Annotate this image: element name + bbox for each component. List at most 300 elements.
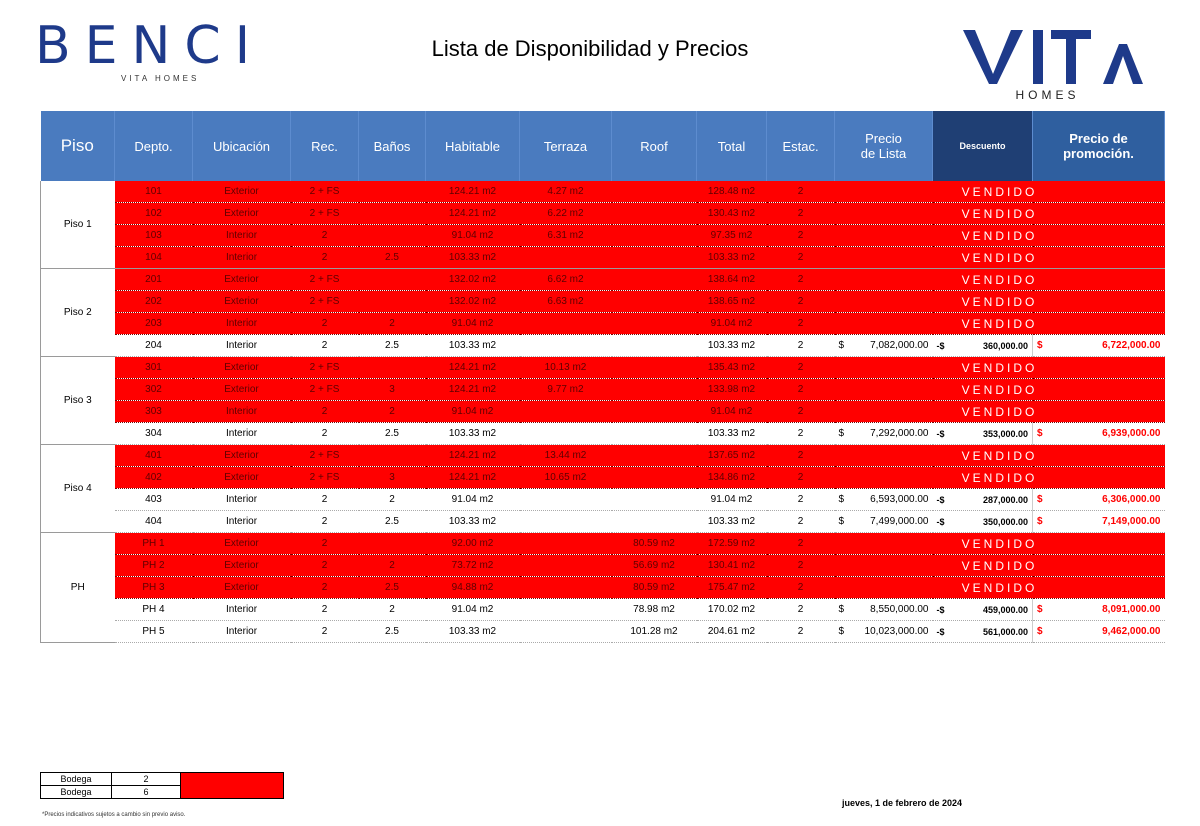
cell-terraza <box>520 533 612 555</box>
bodega-label: Bodega <box>41 786 112 799</box>
cell-estac: 2 <box>767 577 835 599</box>
cell-habitable: 73.72 m2 <box>426 555 520 577</box>
precio-lista-wrap <box>835 428 933 439</box>
cell-roof <box>612 225 697 247</box>
cell-habitable: 124.21 m2 <box>426 203 520 225</box>
cell-banos <box>359 225 426 247</box>
cell-habitable: 91.04 m2 <box>426 313 520 335</box>
table-row <box>41 335 1165 357</box>
cell-depto: 103 <box>115 225 193 247</box>
sold-status: VENDIDO <box>835 225 1165 247</box>
cell-terraza <box>520 577 612 599</box>
cell-roof: 80.59 m2 <box>612 577 697 599</box>
cell-ubicacion: Exterior <box>193 445 291 467</box>
precio-lista-wrap <box>835 494 933 505</box>
vita-logo-mark <box>955 22 1145 88</box>
cell-total: 91.04 m2 <box>697 313 767 335</box>
header-rec: Rec. <box>291 111 359 181</box>
bodega-label: Bodega <box>41 773 112 786</box>
cell-estac: 2 <box>767 489 835 511</box>
header-banos: Baños <box>359 111 426 181</box>
cell-descuento <box>933 423 1033 445</box>
cell-depto: 404 <box>115 511 193 533</box>
sold-status: VENDIDO <box>835 577 1165 599</box>
cell-total: 135.43 m2 <box>697 357 767 379</box>
cell-banos: 2 <box>359 313 426 335</box>
cell-total: 97.35 m2 <box>697 225 767 247</box>
discount-prefix: -$ <box>936 626 945 637</box>
cell-rec: 2 <box>291 247 359 269</box>
cell-depto: 201 <box>115 269 193 291</box>
benci-logo-wordmark: BENCI <box>35 16 265 76</box>
vita-logo-subtitle: HOMES <box>1015 88 1080 102</box>
cell-habitable: 94.88 m2 <box>426 577 520 599</box>
table-row <box>41 511 1165 533</box>
cell-banos <box>359 181 426 203</box>
promocion-value: 9,462,000.00 <box>1102 626 1161 637</box>
cell-total: 137.65 m2 <box>697 445 767 467</box>
cell-ubicacion: Exterior <box>193 291 291 313</box>
cell-banos <box>359 533 426 555</box>
precio-lista-value: 6,593,000.00 <box>870 494 929 505</box>
cell-roof: 78.98 m2 <box>612 599 697 621</box>
promocion-wrap <box>1033 516 1165 527</box>
currency-symbol: $ <box>1037 604 1043 615</box>
cell-estac: 2 <box>767 467 835 489</box>
cell-precio-lista <box>835 511 933 533</box>
cell-depto: 204 <box>115 335 193 357</box>
cell-roof <box>612 423 697 445</box>
cell-depto: 302 <box>115 379 193 401</box>
table-row <box>41 599 1165 621</box>
cell-total: 103.33 m2 <box>697 423 767 445</box>
cell-depto: 303 <box>115 401 193 423</box>
document-date: jueves, 1 de febrero de 2024 <box>842 798 963 808</box>
cell-ubicacion: Interior <box>193 621 291 643</box>
cell-estac: 2 <box>767 555 835 577</box>
cell-precio-lista <box>835 335 933 357</box>
cell-estac: 2 <box>767 379 835 401</box>
cell-habitable: 132.02 m2 <box>426 291 520 313</box>
promocion-wrap <box>1033 626 1165 637</box>
cell-ubicacion: Interior <box>193 489 291 511</box>
cell-precio-promocion <box>1033 489 1165 511</box>
table-row <box>41 621 1165 643</box>
cell-habitable: 91.04 m2 <box>426 489 520 511</box>
promocion-wrap <box>1033 340 1165 351</box>
bodega-value: 6 <box>112 786 181 799</box>
sold-status: VENDIDO <box>835 467 1165 489</box>
cell-banos <box>359 203 426 225</box>
cell-depto: PH 4 <box>115 599 193 621</box>
cell-terraza <box>520 313 612 335</box>
cell-terraza: 6.31 m2 <box>520 225 612 247</box>
header-piso: Piso <box>41 111 115 181</box>
cell-total: 91.04 m2 <box>697 401 767 423</box>
cell-roof <box>612 313 697 335</box>
vita-logo <box>955 22 1145 107</box>
footnote: *Precios indicativos sujetos a cambio sin previo aviso. <box>42 812 186 818</box>
cell-total: 103.33 m2 <box>697 335 767 357</box>
promocion-value: 7,149,000.00 <box>1102 516 1161 527</box>
table-row <box>41 467 1165 489</box>
header-habitable: Habitable <box>426 111 520 181</box>
discount-prefix: -$ <box>936 340 945 351</box>
header-precio-lista <box>835 111 933 181</box>
currency-symbol: $ <box>1037 516 1043 527</box>
table-row <box>41 313 1165 335</box>
cell-estac: 2 <box>767 423 835 445</box>
cell-total: 134.86 m2 <box>697 467 767 489</box>
cell-rec: 2 <box>291 225 359 247</box>
promocion-wrap <box>1033 428 1165 439</box>
cell-habitable: 103.33 m2 <box>426 511 520 533</box>
cell-depto: PH 1 <box>115 533 193 555</box>
cell-estac: 2 <box>767 203 835 225</box>
cell-descuento <box>933 335 1033 357</box>
header-precio-lista-line1: Precio <box>865 131 902 146</box>
descuento-wrap <box>933 627 1033 637</box>
table-body <box>41 181 1165 643</box>
cell-banos: 2 <box>359 489 426 511</box>
cell-terraza: 10.65 m2 <box>520 467 612 489</box>
cell-descuento <box>933 621 1033 643</box>
header-depto: Depto. <box>115 111 193 181</box>
cell-rec: 2 <box>291 423 359 445</box>
table-row <box>41 445 1165 467</box>
piso-label: Piso 1 <box>41 181 115 269</box>
cell-roof <box>612 379 697 401</box>
cell-estac: 2 <box>767 313 835 335</box>
table-row <box>41 423 1165 445</box>
cell-terraza: 6.63 m2 <box>520 291 612 313</box>
cell-terraza: 9.77 m2 <box>520 379 612 401</box>
descuento-wrap <box>933 517 1033 527</box>
table-row <box>41 489 1165 511</box>
cell-depto: 202 <box>115 291 193 313</box>
table-row <box>41 379 1165 401</box>
cell-habitable: 103.33 m2 <box>426 423 520 445</box>
cell-roof <box>612 203 697 225</box>
sold-status: VENDIDO <box>835 357 1165 379</box>
cell-ubicacion: Interior <box>193 225 291 247</box>
cell-banos: 2.5 <box>359 577 426 599</box>
cell-total: 130.43 m2 <box>697 203 767 225</box>
cell-depto: 401 <box>115 445 193 467</box>
cell-depto: 402 <box>115 467 193 489</box>
cell-banos <box>359 269 426 291</box>
cell-banos: 2 <box>359 599 426 621</box>
benci-logo-subtitle: VITA HOMES <box>121 74 200 83</box>
benci-logo <box>35 16 265 83</box>
cell-ubicacion: Interior <box>193 313 291 335</box>
sold-status: VENDIDO <box>835 533 1165 555</box>
cell-habitable: 92.00 m2 <box>426 533 520 555</box>
sold-status: VENDIDO <box>835 401 1165 423</box>
page-header <box>0 0 1200 110</box>
currency-symbol: $ <box>1037 626 1043 637</box>
bodega-sold-cell <box>181 773 284 799</box>
precio-lista-value: 8,550,000.00 <box>870 604 929 615</box>
cell-roof <box>612 467 697 489</box>
cell-terraza: 10.13 m2 <box>520 357 612 379</box>
cell-total: 133.98 m2 <box>697 379 767 401</box>
cell-habitable: 124.21 m2 <box>426 357 520 379</box>
cell-descuento <box>933 599 1033 621</box>
cell-banos: 2.5 <box>359 247 426 269</box>
header-estac: Estac. <box>767 111 835 181</box>
piso-label: Piso 2 <box>41 269 115 357</box>
cell-rec: 2 + FS <box>291 203 359 225</box>
cell-habitable: 103.33 m2 <box>426 247 520 269</box>
table-row <box>41 269 1165 291</box>
sold-status: VENDIDO <box>835 269 1165 291</box>
cell-precio-promocion <box>1033 599 1165 621</box>
cell-rec: 2 <box>291 401 359 423</box>
cell-banos: 2.5 <box>359 621 426 643</box>
cell-roof: 56.69 m2 <box>612 555 697 577</box>
cell-roof <box>612 511 697 533</box>
cell-total: 91.04 m2 <box>697 489 767 511</box>
cell-estac: 2 <box>767 269 835 291</box>
availability-table <box>40 111 1165 643</box>
cell-total: 130.41 m2 <box>697 555 767 577</box>
cell-precio-lista <box>835 621 933 643</box>
discount-prefix: -$ <box>936 428 945 439</box>
cell-roof: 101.28 m2 <box>612 621 697 643</box>
descuento-value: 360,000.00 <box>982 340 1028 351</box>
promocion-wrap <box>1033 494 1165 505</box>
cell-total: 170.02 m2 <box>697 599 767 621</box>
cell-ubicacion: Exterior <box>193 577 291 599</box>
cell-roof: 80.59 m2 <box>612 533 697 555</box>
header-roof: Roof <box>612 111 697 181</box>
header-promocion-line2: promoción. <box>1063 146 1134 161</box>
table-row <box>41 533 1165 555</box>
cell-rec: 2 + FS <box>291 181 359 203</box>
cell-habitable: 124.21 m2 <box>426 467 520 489</box>
cell-depto: 104 <box>115 247 193 269</box>
precio-lista-value: 7,499,000.00 <box>870 516 929 527</box>
cell-ubicacion: Interior <box>193 511 291 533</box>
piso-label: PH <box>41 533 115 643</box>
cell-banos: 2 <box>359 401 426 423</box>
cell-precio-lista <box>835 599 933 621</box>
header-total: Total <box>697 111 767 181</box>
sold-status: VENDIDO <box>835 247 1165 269</box>
cell-depto: PH 2 <box>115 555 193 577</box>
cell-ubicacion: Interior <box>193 599 291 621</box>
cell-total: 175.47 m2 <box>697 577 767 599</box>
cell-rec: 2 + FS <box>291 467 359 489</box>
cell-terraza: 6.22 m2 <box>520 203 612 225</box>
cell-estac: 2 <box>767 401 835 423</box>
cell-roof <box>612 269 697 291</box>
header-promocion-line1: Precio de <box>1069 131 1128 146</box>
cell-habitable: 124.21 m2 <box>426 181 520 203</box>
cell-habitable: 91.04 m2 <box>426 401 520 423</box>
cell-estac: 2 <box>767 533 835 555</box>
cell-banos <box>359 291 426 313</box>
cell-precio-lista <box>835 489 933 511</box>
currency-symbol: $ <box>1037 340 1043 351</box>
cell-terraza <box>520 423 612 445</box>
currency-symbol: $ <box>838 604 845 615</box>
cell-depto: 203 <box>115 313 193 335</box>
cell-terraza <box>520 511 612 533</box>
cell-banos <box>359 445 426 467</box>
cell-estac: 2 <box>767 291 835 313</box>
cell-estac: 2 <box>767 621 835 643</box>
header-terraza: Terraza <box>520 111 612 181</box>
header-ubicacion: Ubicación <box>193 111 291 181</box>
cell-depto: 102 <box>115 203 193 225</box>
cell-banos: 2.5 <box>359 423 426 445</box>
discount-prefix: -$ <box>936 494 945 505</box>
cell-terraza <box>520 335 612 357</box>
cell-estac: 2 <box>767 511 835 533</box>
cell-rec: 2 <box>291 621 359 643</box>
cell-rec: 2 + FS <box>291 269 359 291</box>
descuento-wrap <box>933 341 1033 351</box>
cell-estac: 2 <box>767 225 835 247</box>
header-promocion <box>1033 111 1165 181</box>
descuento-value: 459,000.00 <box>982 604 1028 615</box>
cell-depto: 101 <box>115 181 193 203</box>
cell-rec: 2 <box>291 555 359 577</box>
cell-precio-lista <box>835 423 933 445</box>
sold-status: VENDIDO <box>835 313 1165 335</box>
cell-terraza <box>520 599 612 621</box>
cell-ubicacion: Exterior <box>193 467 291 489</box>
cell-terraza <box>520 621 612 643</box>
piso-label: Piso 4 <box>41 445 115 533</box>
discount-prefix: -$ <box>936 516 945 527</box>
bodega-row <box>41 773 284 786</box>
table-row <box>41 577 1165 599</box>
cell-precio-promocion <box>1033 423 1165 445</box>
cell-estac: 2 <box>767 445 835 467</box>
cell-total: 138.64 m2 <box>697 269 767 291</box>
cell-rec: 2 <box>291 533 359 555</box>
cell-depto: PH 3 <box>115 577 193 599</box>
cell-ubicacion: Exterior <box>193 269 291 291</box>
currency-symbol: $ <box>1037 428 1043 439</box>
cell-roof <box>612 401 697 423</box>
cell-terraza <box>520 555 612 577</box>
cell-rec: 2 + FS <box>291 291 359 313</box>
sold-status: VENDIDO <box>835 555 1165 577</box>
cell-rec: 2 + FS <box>291 445 359 467</box>
currency-symbol: $ <box>838 626 845 637</box>
cell-rec: 2 <box>291 599 359 621</box>
discount-prefix: -$ <box>936 604 945 615</box>
cell-ubicacion: Interior <box>193 247 291 269</box>
cell-habitable: 124.21 m2 <box>426 445 520 467</box>
cell-banos: 3 <box>359 467 426 489</box>
cell-estac: 2 <box>767 357 835 379</box>
sold-status: VENDIDO <box>835 181 1165 203</box>
cell-habitable: 91.04 m2 <box>426 225 520 247</box>
page-title: Lista de Disponibilidad y Precios <box>431 36 749 61</box>
cell-total: 128.48 m2 <box>697 181 767 203</box>
currency-symbol: $ <box>1037 494 1043 505</box>
descuento-wrap <box>933 429 1033 439</box>
precio-lista-value: 10,023,000.00 <box>864 626 929 637</box>
cell-banos: 2.5 <box>359 335 426 357</box>
cell-estac: 2 <box>767 181 835 203</box>
cell-total: 204.61 m2 <box>697 621 767 643</box>
precio-lista-wrap <box>835 340 933 351</box>
cell-estac: 2 <box>767 247 835 269</box>
cell-ubicacion: Interior <box>193 423 291 445</box>
cell-total: 103.33 m2 <box>697 511 767 533</box>
cell-rec: 2 <box>291 489 359 511</box>
promocion-wrap <box>1033 604 1165 615</box>
descuento-value: 287,000.00 <box>982 494 1028 505</box>
cell-roof <box>612 181 697 203</box>
table-row <box>41 401 1165 423</box>
cell-depto: 304 <box>115 423 193 445</box>
table-row <box>41 357 1165 379</box>
cell-banos <box>359 357 426 379</box>
cell-descuento <box>933 489 1033 511</box>
cell-terraza: 6.62 m2 <box>520 269 612 291</box>
cell-roof <box>612 335 697 357</box>
cell-estac: 2 <box>767 599 835 621</box>
currency-symbol: $ <box>838 340 845 351</box>
cell-roof <box>612 291 697 313</box>
promocion-value: 8,091,000.00 <box>1102 604 1161 615</box>
bodega-value: 2 <box>112 773 181 786</box>
currency-symbol: $ <box>838 494 845 505</box>
cell-habitable: 124.21 m2 <box>426 379 520 401</box>
cell-terraza <box>520 401 612 423</box>
cell-estac: 2 <box>767 335 835 357</box>
cell-ubicacion: Exterior <box>193 357 291 379</box>
cell-habitable: 103.33 m2 <box>426 621 520 643</box>
cell-habitable: 91.04 m2 <box>426 599 520 621</box>
table-row <box>41 225 1165 247</box>
cell-total: 138.65 m2 <box>697 291 767 313</box>
cell-depto: PH 5 <box>115 621 193 643</box>
cell-total: 103.33 m2 <box>697 247 767 269</box>
table-row <box>41 203 1165 225</box>
promocion-value: 6,306,000.00 <box>1102 494 1161 505</box>
descuento-wrap <box>933 605 1033 615</box>
cell-rec: 2 + FS <box>291 357 359 379</box>
promocion-value: 6,939,000.00 <box>1102 428 1161 439</box>
table-row <box>41 247 1165 269</box>
descuento-value: 350,000.00 <box>982 516 1028 527</box>
header-precio-lista-line2: de Lista <box>860 146 907 161</box>
cell-rec: 2 <box>291 577 359 599</box>
cell-roof <box>612 445 697 467</box>
table-row <box>41 555 1165 577</box>
cell-ubicacion: Exterior <box>193 379 291 401</box>
cell-rec: 2 <box>291 511 359 533</box>
currency-symbol: $ <box>838 516 845 527</box>
bodega-table <box>40 772 284 799</box>
cell-terraza: 4.27 m2 <box>520 181 612 203</box>
descuento-value: 353,000.00 <box>982 428 1028 439</box>
table-row <box>41 181 1165 203</box>
table-header-row <box>41 111 1165 181</box>
descuento-wrap <box>933 495 1033 505</box>
cell-ubicacion: Exterior <box>193 203 291 225</box>
cell-ubicacion: Exterior <box>193 533 291 555</box>
cell-ubicacion: Exterior <box>193 181 291 203</box>
